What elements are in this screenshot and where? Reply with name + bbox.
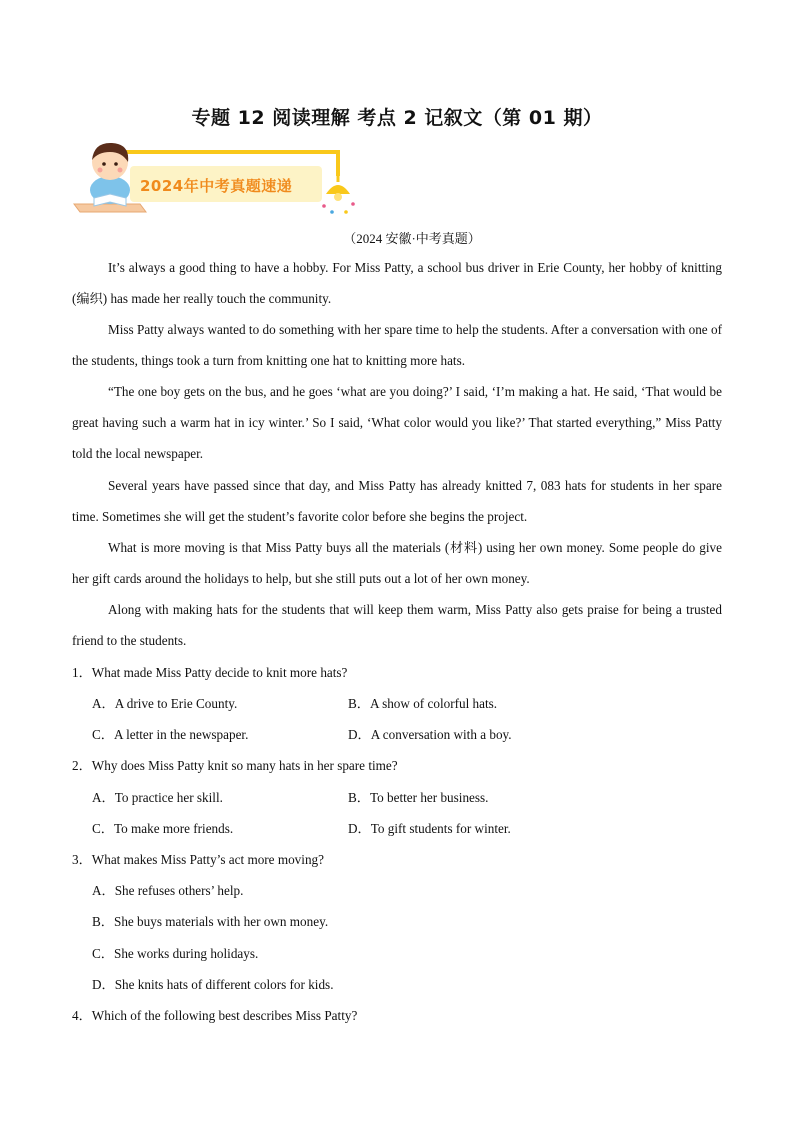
option-a[interactable]: A．She refuses others’ help. xyxy=(92,883,244,898)
source-label: （2024 安徽·中考真题） xyxy=(343,231,481,246)
option-d[interactable]: D．A conversation with a boy. xyxy=(348,727,512,742)
lamp-icon xyxy=(322,176,355,214)
option-b[interactable]: B．To better her business. xyxy=(348,790,489,805)
passage-paragraph: “The one boy gets on the bus, and he goes ‘what are you doing?’ I said, ‘I’m making a hat. He said, ‘That would be great having such a warm hat in icy winter.’ So I said, ‘What color would you like?’ That started everything,” Miss Patty told the local newspaper. xyxy=(72,384,722,461)
option-d[interactable]: D．To gift students for winter. xyxy=(348,821,511,836)
option-c[interactable]: C．She works during holidays. xyxy=(92,946,259,961)
option-a[interactable]: A．To practice her skill. xyxy=(92,790,223,805)
option-b[interactable]: B．A show of colorful hats. xyxy=(348,696,498,711)
option-c[interactable]: C．To make more friends. xyxy=(92,821,234,836)
question-stem: 2．Why does Miss Patty knit so many hats in her spare time? xyxy=(72,758,398,773)
passage-paragraph: It’s always a good thing to have a hobby. For Miss Patty, a school bus driver in Erie County, her hobby of knitting (编织) has made her really touch the community. xyxy=(72,260,722,306)
option-c[interactable]: C．A letter in the newspaper. xyxy=(92,727,249,742)
passage-paragraph: Along with making hats for the students that will keep them warm, Miss Patty also gets praise for being a trusted friend to the students. xyxy=(72,602,722,648)
passage-paragraph: Miss Patty always wanted to do something with her spare time to help the students. After a conversation with one of the students, things took a turn from knitting one hat to knitting more hats. xyxy=(72,322,722,368)
passage-paragraph: What is more moving is that Miss Patty buys all the materials (材料) using her own money. Some people do give her gift cards around the holidays to help, but she still puts out a lot of her own money. xyxy=(72,540,722,586)
banner-text: 2024年中考真题速递 xyxy=(140,177,293,195)
page-title: 专题 12 阅读理解 考点 2 记叙文（第 01 期） xyxy=(191,107,603,129)
question-stem: 4．Which of the following best describes Miss Patty? xyxy=(72,1008,358,1023)
option-b[interactable]: B．She buys materials with her own money. xyxy=(92,914,329,929)
question-stem: 3．What makes Miss Patty’s act more moving? xyxy=(72,852,324,867)
option-d[interactable]: D．She knits hats of different colors for kids. xyxy=(92,977,334,992)
question-stem: 1．What made Miss Patty decide to knit more hats? xyxy=(72,665,348,680)
passage-paragraph: Several years have passed since that day, and Miss Patty has already knitted 7, 083 hats for students in her spare time. Sometimes she will get the student’s favorite color before she begins the project. xyxy=(72,478,722,524)
option-a[interactable]: A．A drive to Erie County. xyxy=(92,696,238,711)
